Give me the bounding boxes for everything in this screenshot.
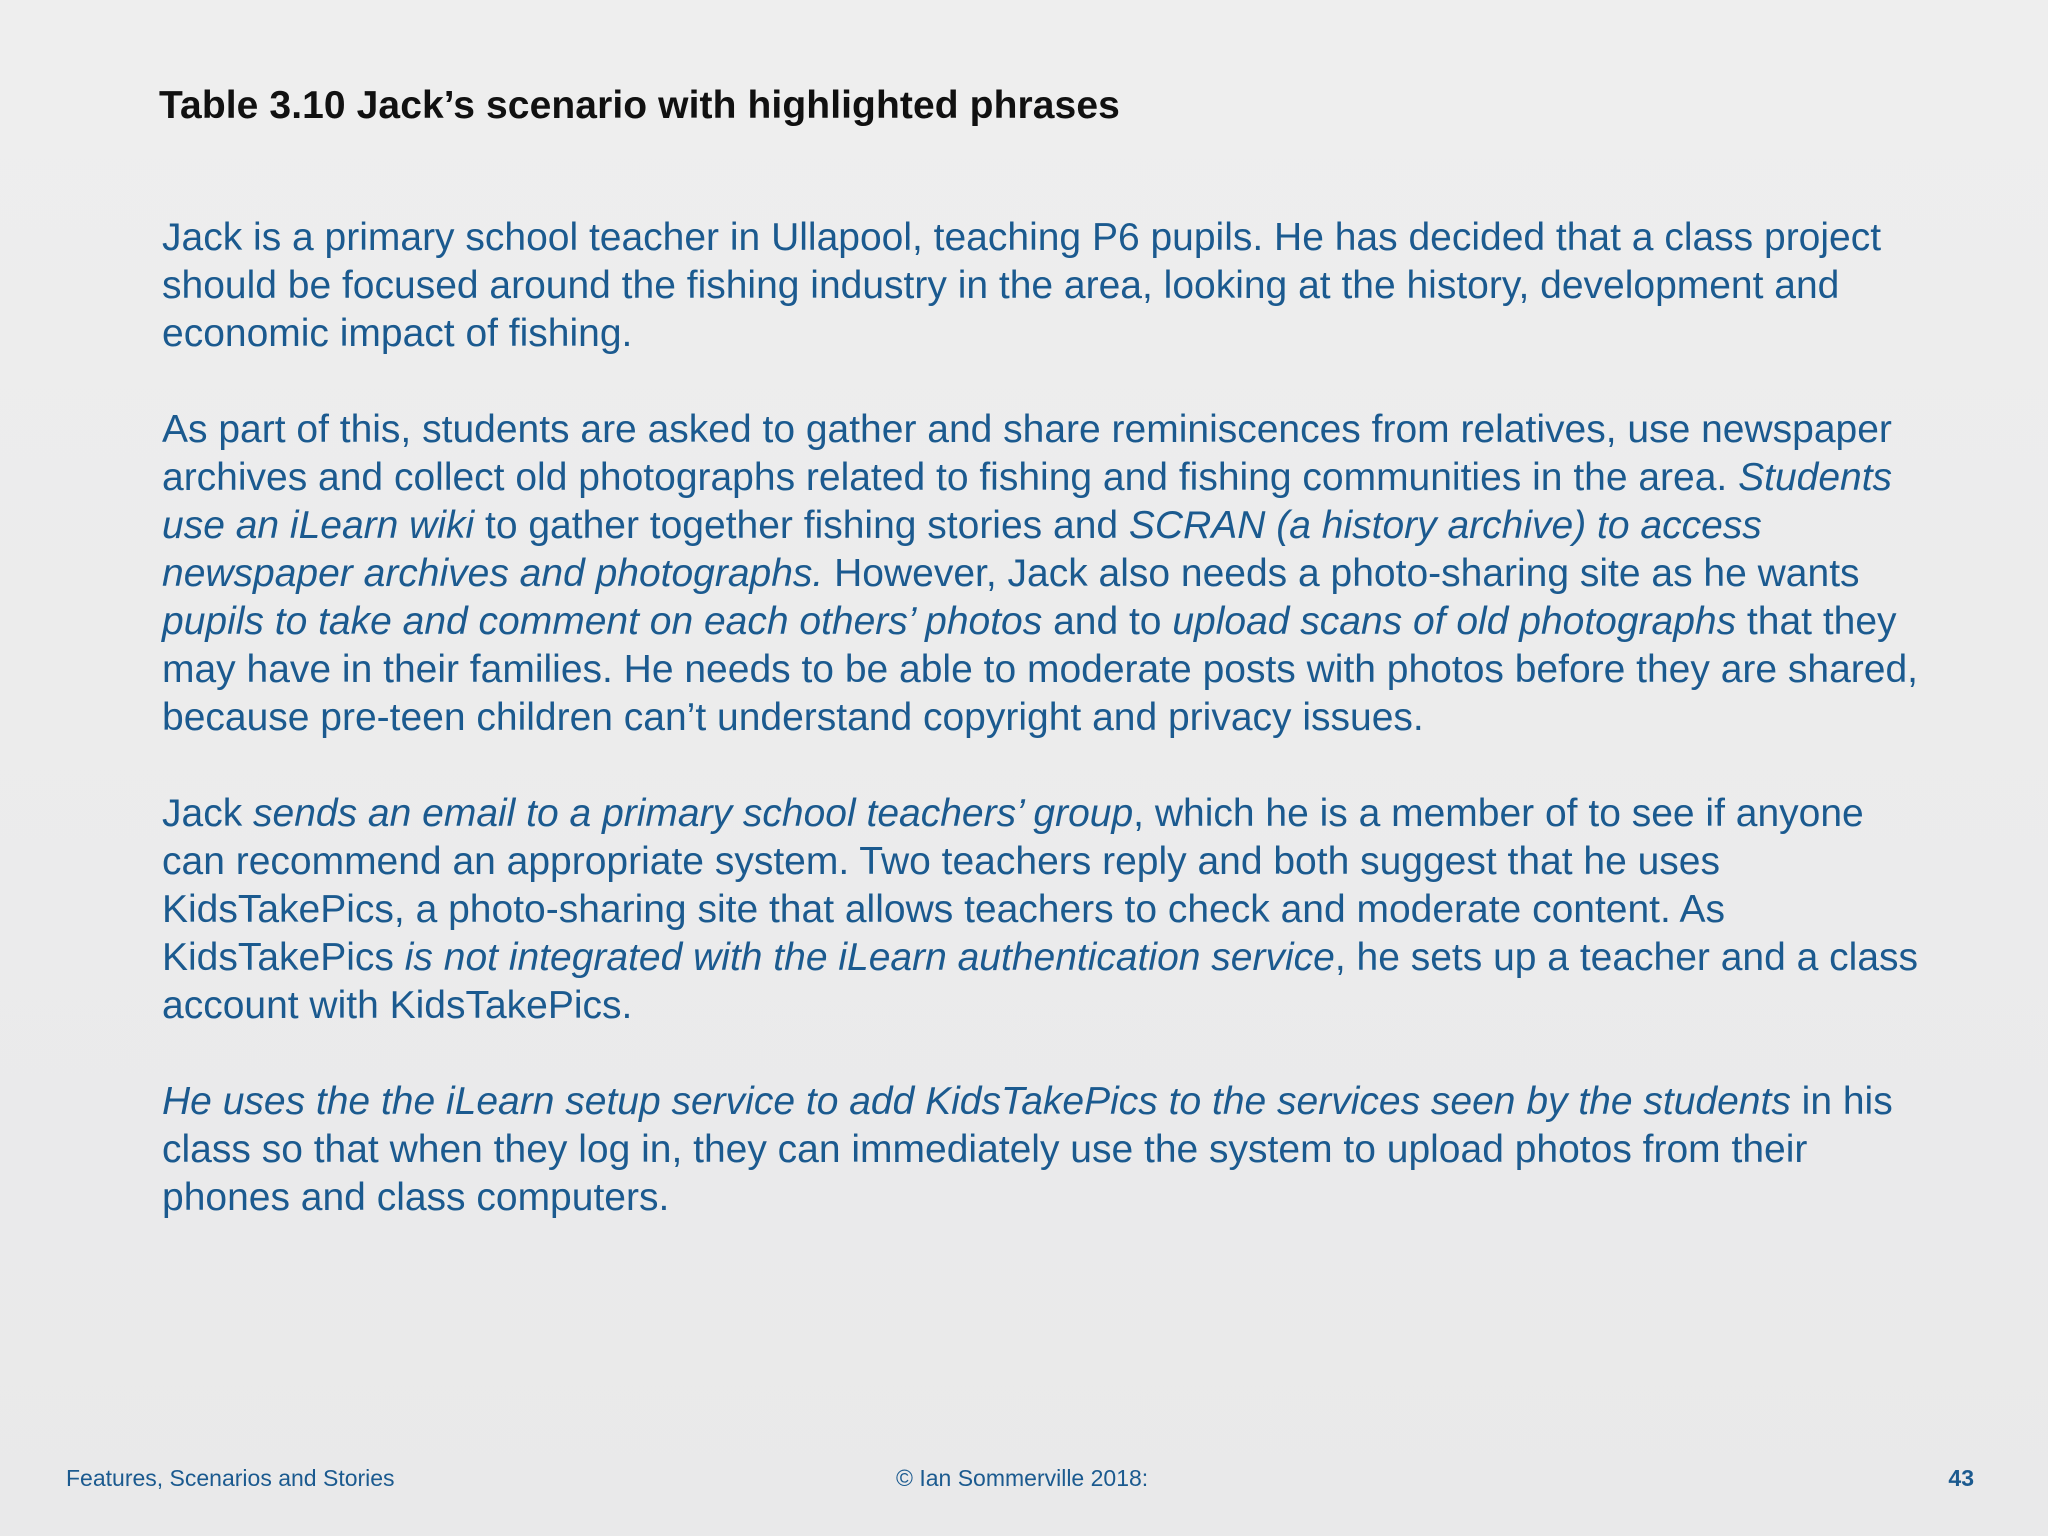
text-run: that they may have in their families. He needs to be able to moderate posts with photos before they are shared, because pre-teen children can’t understand copyright and privacy issues.: [162, 600, 1918, 739]
text-run: , he sets up a teacher and a class account with KidsTakePics.: [162, 936, 1919, 1027]
highlighted-phrase: is not integrated with the iLearn authentication service: [404, 936, 1335, 979]
slide-title: Table 3.10 Jack’s scenario with highlighted phrases: [159, 84, 1120, 127]
highlighted-phrase: He uses the the iLearn setup service to add KidsTakePics to the services seen by the students: [162, 1080, 1791, 1123]
footer-copyright: © Ian Sommerville 2018:: [896, 1465, 1149, 1491]
text-run: Jack: [162, 792, 254, 835]
paragraph: [162, 1078, 1922, 1222]
text-run: , which he is a member of to see if anyone can recommend an appropriate system. Two teachers reply and both suggest that he uses KidsTakePics, a photo-sharing site that allows teachers to check and moderate content. As KidsTakePics: [162, 792, 1864, 979]
text-run: and to: [1042, 600, 1173, 643]
scenario-text: [162, 214, 1922, 1270]
text-run: However, Jack also needs a photo-sharing site as he wants: [823, 552, 1860, 595]
page-number: 43: [1948, 1465, 1974, 1491]
highlighted-phrase: sends an email to a primary school teachers’ group: [253, 792, 1134, 835]
text-run: As part of this, students are asked to gather and share reminiscences from relatives, use newspaper archives and collect old photographs related to fishing and fishing communities in the area.: [162, 408, 1892, 499]
footer-course-title: Features, Scenarios and Stories: [66, 1465, 395, 1491]
paragraph: [162, 790, 1922, 1030]
highlighted-phrase: pupils to take and comment on each others’ photos: [162, 600, 1043, 643]
paragraph: [162, 406, 1922, 742]
highlighted-phrase: SCRAN (a history archive) to access newspaper archives and photographs.: [162, 504, 1762, 595]
highlighted-phrase: Students use an iLearn wiki: [162, 456, 1893, 547]
text-run: in his class so that when they log in, they can immediately use the system to upload photos from their phones and class computers.: [162, 1080, 1893, 1219]
highlighted-phrase: upload scans of old photographs: [1172, 600, 1737, 643]
text-run: Jack is a primary school teacher in Ullapool, teaching P6 pupils. He has decided that a class project should be focused around the fishing industry in the area, looking at the history, development and economic impact of fishing.: [162, 216, 1882, 355]
text-run: to gather together fishing stories and: [474, 504, 1129, 547]
paragraph: [162, 214, 1922, 358]
